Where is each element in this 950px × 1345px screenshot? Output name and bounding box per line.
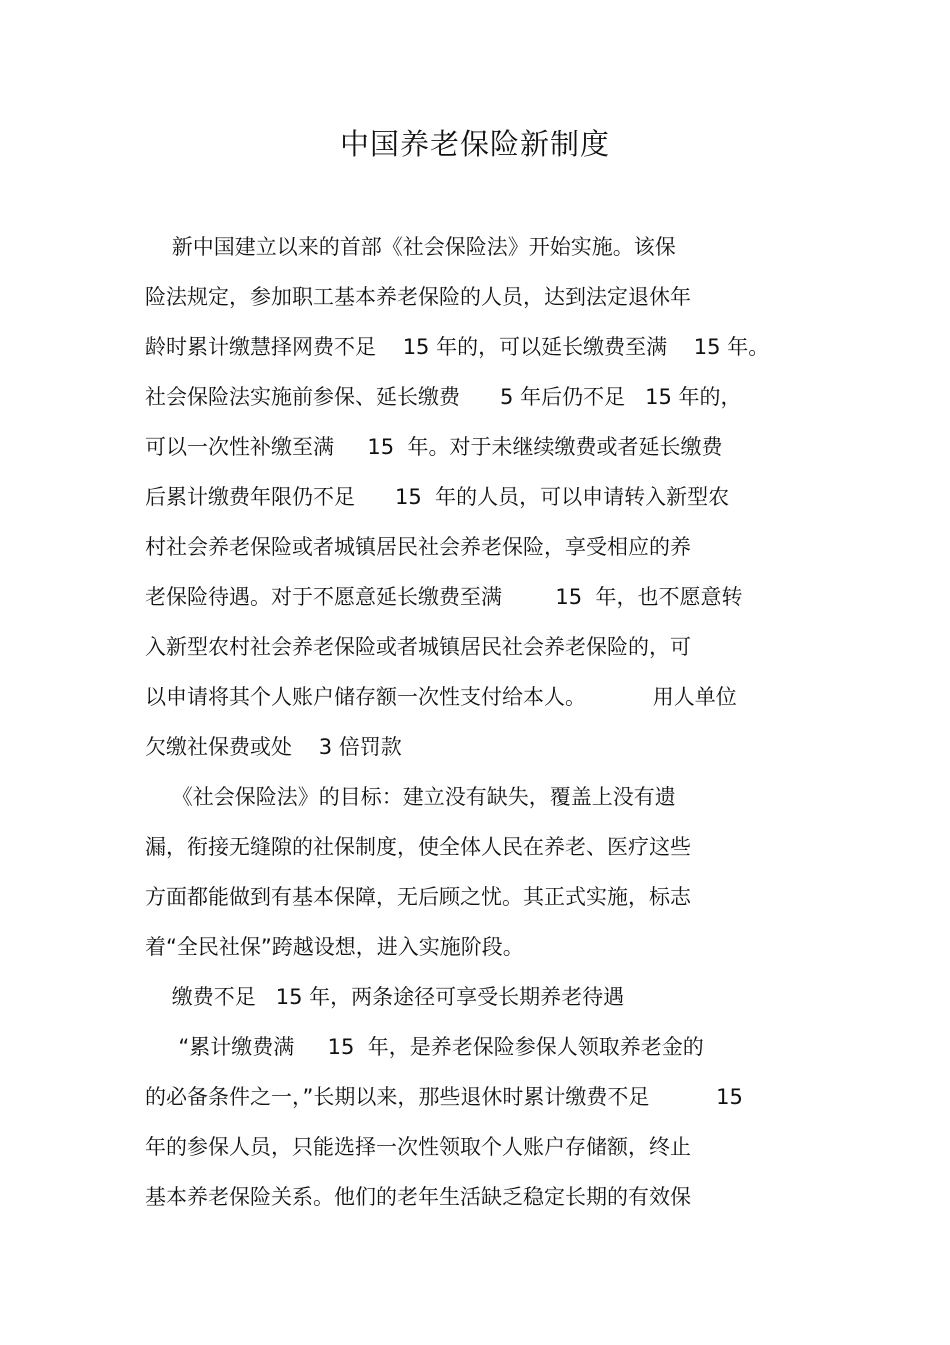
- body-line: 龄时累计缴慧择网费不足 15 年的，可以延长缴费至满 15 年。: [145, 335, 770, 359]
- document-body: [145, 222, 825, 1222]
- body-line: 年的参保人员，只能选择一次性领取个人账户存储额，终止: [145, 1135, 691, 1159]
- body-line: 老保险待遇。对于不愿意延长缴费至满 15 年，也不愿意转: [145, 585, 743, 609]
- body-line: 缴费不足 15 年，两条途径可享受长期养老待遇: [145, 985, 625, 1009]
- body-line: 险法规定，参加职工基本养老保险的人员，达到法定退休年: [145, 285, 691, 309]
- body-line: 入新型农村社会养老保险或者城镇居民社会养老保险的，可: [145, 635, 691, 659]
- body-line: 基本养老保险关系。他们的老年生活缺乏稳定长期的有效保: [145, 1185, 691, 1209]
- body-line: 以申请将其个人账户储存额一次性支付给本人。 用人单位: [145, 685, 737, 709]
- body-line: 社会保险法实施前参保、延长缴费 5 年后仍不足 15 年的，: [145, 385, 742, 409]
- body-line: 后累计缴费年限仍不足 15 年的人员，可以申请转入新型农: [145, 485, 730, 509]
- body-line: 的必备条件之一，”长期以来，那些退休时累计缴费不足 15: [145, 1085, 743, 1109]
- body-line: 方面都能做到有基本保障，无后顾之忧。其正式实施，标志: [145, 885, 691, 909]
- body-line: 漏，衔接无缝隙的社保制度，使全体人民在养老、医疗这些: [145, 835, 691, 859]
- body-line: 着“全民社保”跨越设想，进入实施阶段。: [145, 935, 524, 959]
- body-line: 村社会养老保险或者城镇居民社会养老保险，享受相应的养: [145, 535, 691, 559]
- body-line: 《社会保险法》的目标：建立没有缺失，覆盖上没有遗: [145, 785, 676, 809]
- body-line: 新中国建立以来的首部《社会保险法》开始实施。该保: [145, 235, 676, 259]
- body-line: 欠缴社保费或处 3 倍罚款: [145, 735, 402, 759]
- body-line: “累计缴费满 15 年，是养老保险参保人领取养老金的: [145, 1035, 704, 1059]
- body-line: 可以一次性补缴至满 15 年。对于未继续缴费或者延长缴费: [145, 435, 723, 459]
- document-title: 中国养老保险新制度: [339, 127, 610, 161]
